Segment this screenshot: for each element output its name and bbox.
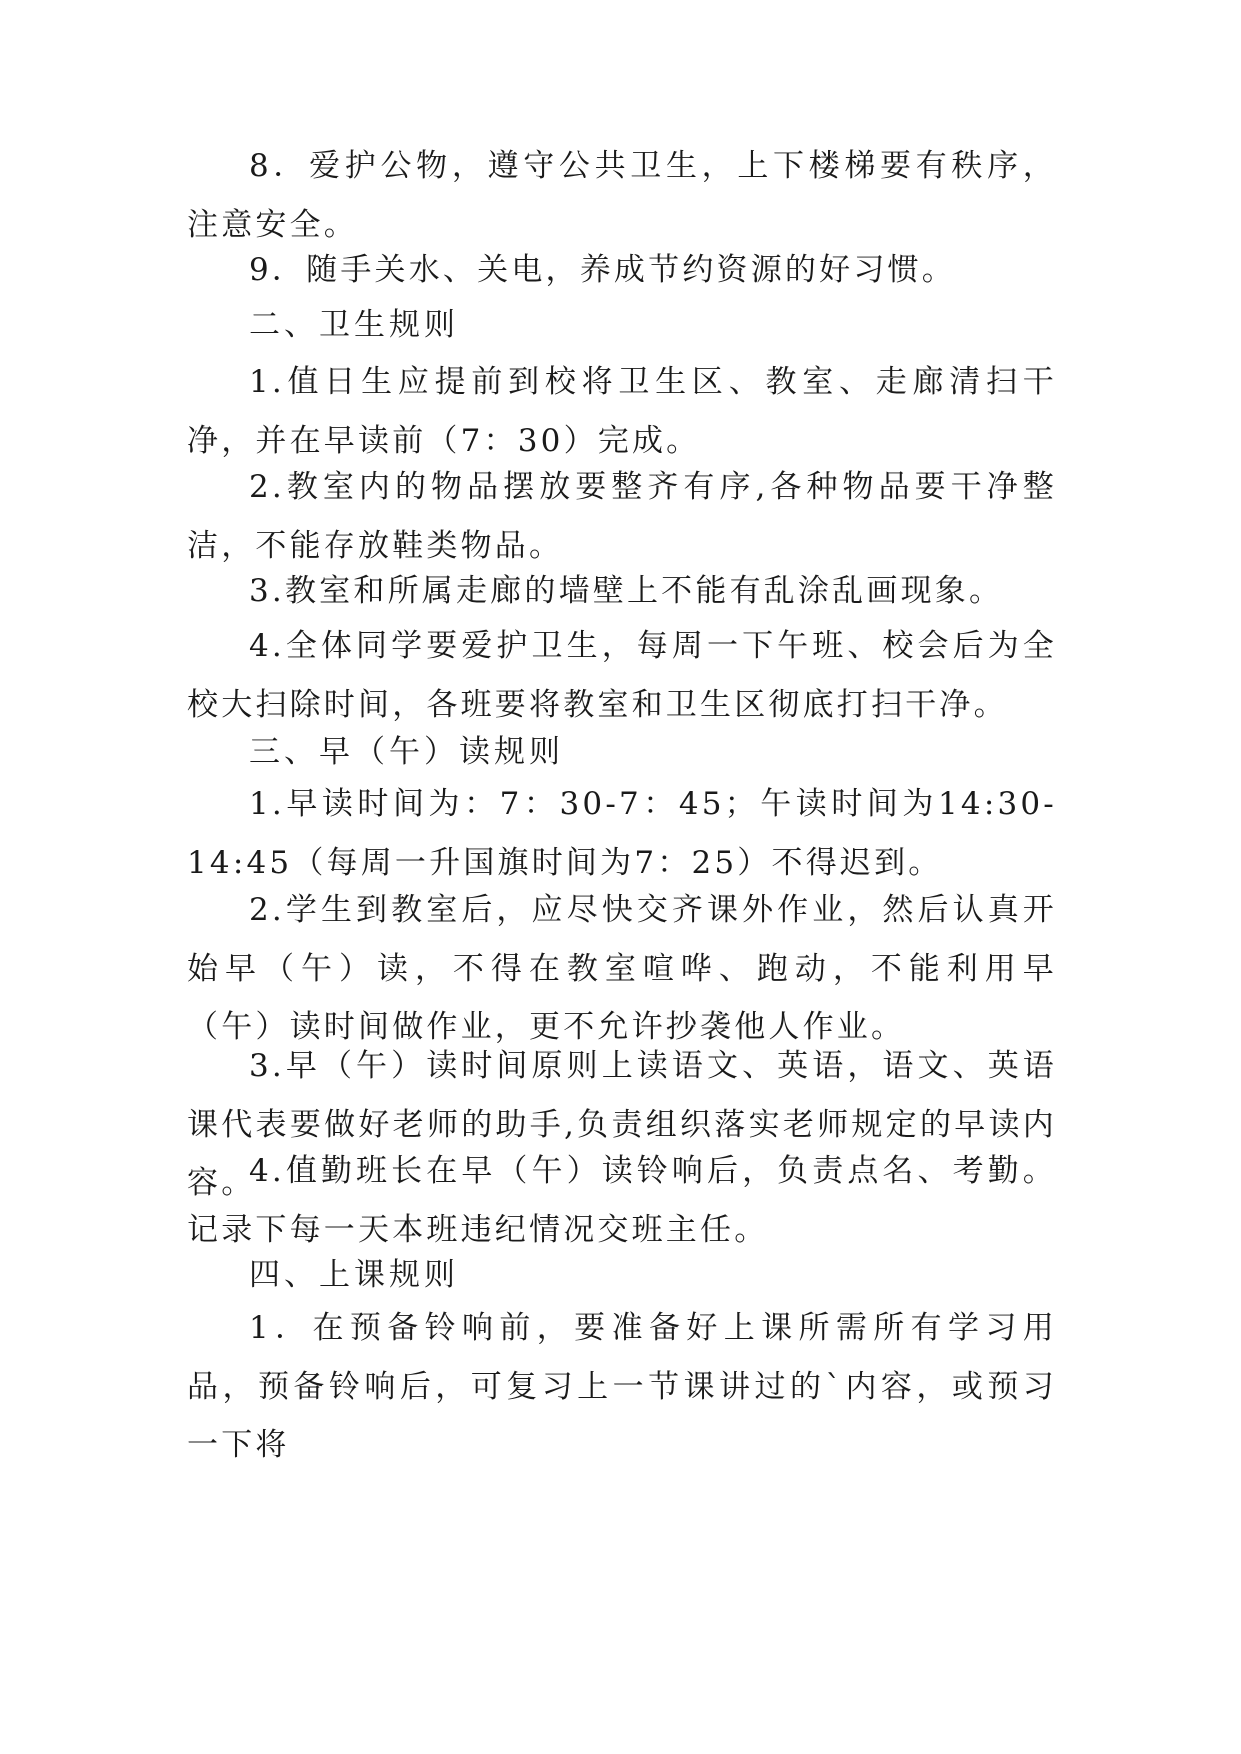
- section-heading-morning-reading: 三、早（午）读规则: [249, 734, 564, 770]
- reading-rule-4: 4.值勤班长在早（午）读铃响后，负责点名、考勤。记录下每一天本班违纪情况交班主任。: [187, 1153, 1057, 1248]
- reading-rule-1: 1.早读时间为：7：30-7：45；午读时间为14:30-14:45（每周一升国旗时间为7：25）不得迟到。: [187, 786, 1057, 881]
- hygiene-rule-4: 4.全体同学要爱护卫生，每周一下午班、校会后为全校大扫除时间，各班要将教室和卫生区彻底打扫干净。: [187, 628, 1057, 723]
- reading-rule-3: 3.早（午）读时间原则上读语文、英语，语文、英语课代表要做好老师的助手,负责组织落实老师规定的早读内容。: [187, 1048, 1057, 1201]
- hygiene-rule-3: 3.教室和所属走廊的墙壁上不能有乱涂乱画现象。: [249, 573, 1004, 609]
- rule-item-8: 8．爱护公物，遵守公共卫生，上下楼梯要有秩序，注意安全。: [187, 148, 1057, 243]
- hygiene-rule-2: 2.教室内的物品摆放要整齐有序,各种物品要干净整洁，不能存放鞋类物品。: [187, 469, 1057, 564]
- section-heading-hygiene: 二、卫生规则: [249, 307, 459, 343]
- hygiene-rule-1: 1.值日生应提前到校将卫生区、教室、走廊清扫干净，并在早读前（7：30）完成。: [187, 364, 1057, 459]
- reading-rule-2: 2.学生到教室后，应尽快交齐课外作业，然后认真开始早（午）读，不得在教室喧哗、跑动，不能利用早（午）读时间做作业，更不允许抄袭他人作业。: [187, 892, 1057, 1045]
- class-rule-1: 1．在预备铃响前，要准备好上课所需所有学习用品，预备铃响后，可复习上一节课讲过的`内容，或预习一下将: [187, 1310, 1057, 1463]
- rule-item-9: 9．随手关水、关电，养成节约资源的好习惯。: [249, 252, 956, 288]
- section-heading-class-rules: 四、上课规则: [249, 1257, 459, 1293]
